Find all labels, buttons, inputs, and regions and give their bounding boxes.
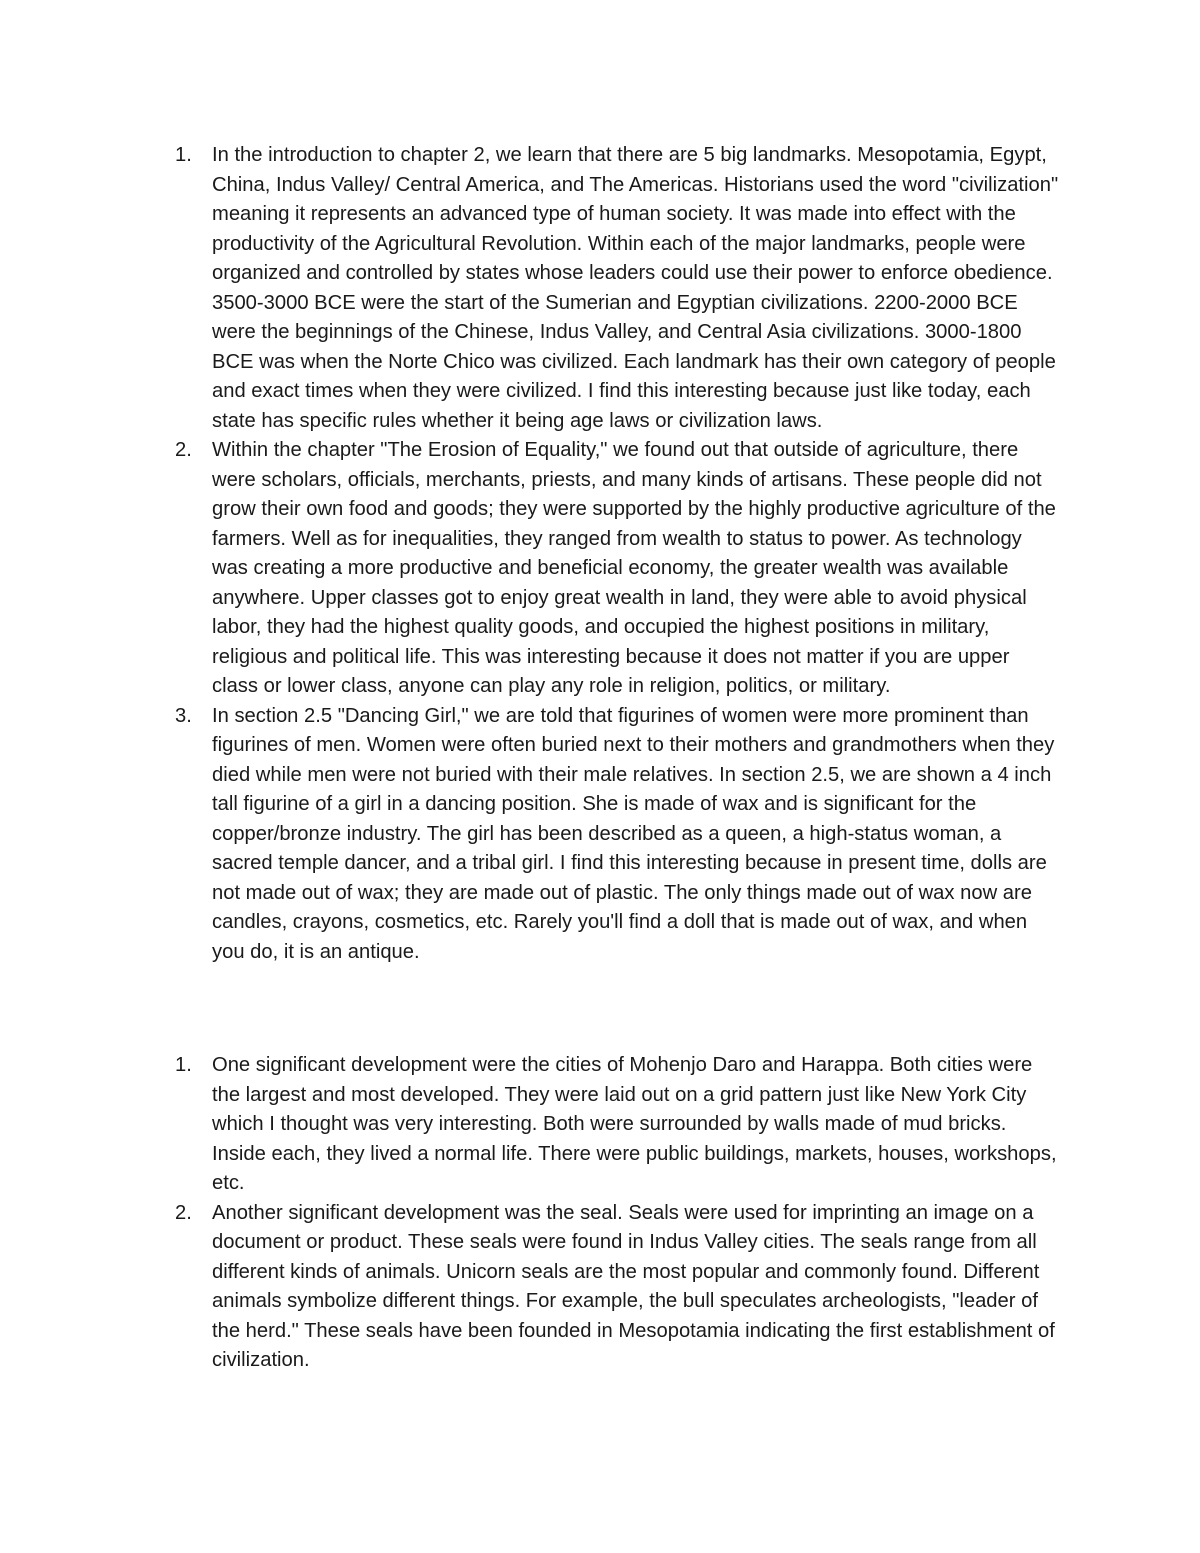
list-item: [160, 436, 1060, 702]
list-item: [160, 141, 1060, 436]
list-number: 2.: [175, 439, 192, 461]
list-item: [160, 1199, 1060, 1376]
list-number: 3.: [175, 704, 192, 727]
list-item-text: Another significant development was the seal. Seals were used for imprinting an image on a document or product. These seals were found in Indus Valley cities. The seals range from all different kinds of animals. Unicorn seals are the most popular and commonly found. Different animals symbolize different things. For example, the bull speculates archeologists, "leader of the herd." These seals have been founded in Mesopotamia indicating the first establishment of civilization.: [212, 1201, 1055, 1371]
list-number: 2.: [175, 1201, 192, 1224]
numbered-list-chapter-notes: [160, 141, 1060, 967]
list-item: [160, 1051, 1060, 1199]
list-item-text: In section 2.5 "Dancing Girl," we are told that figurines of women were more prominent than figurines of men. Women were often buried next to their mothers and grandmothers when they died while men were not buried with their male relatives. In section 2.5, we are shown a 4 inch tall figurine of a girl in a dancing position. She is made of wax and is significant for the copper/bronze industry. The girl has been described as a queen, a high-status woman, a sacred temple dancer, and a tribal girl. I find this interesting because in present time, dolls are not made out of wax; they are made out of plastic. The only things made out of wax now are candles, crayons, cosmetics, etc. Rarely you'll find a doll that is made out of wax, and when you do, it is an antique.: [212, 704, 1055, 963]
list-item: [160, 702, 1060, 968]
list-item-text: Within the chapter "The Erosion of Equality," we found out that outside of agriculture, there were scholars, officials, merchants, priests, and many kinds of artisans. These people did not grow their own food and goods; they were supported by the highly productive agriculture of the farmers. Well as for inequalities, they ranged from wealth to status to power. As technology was creating a more productive and beneficial economy, the greater wealth was available anywhere. Upper classes got to enjoy great wealth in land, they were able to avoid physical labor, they had the highest quality goods, and occupied the highest positions in military, religious and political life. This was interesting because it does not matter if you are upper class or lower class, anyone can play any role in religion, politics, or military.: [212, 439, 1056, 697]
numbered-list-developments: [160, 1051, 1060, 1376]
list-number: 1.: [175, 1054, 192, 1076]
list-item-text: In the introduction to chapter 2, we learn that there are 5 big landmarks. Mesopotamia, Egypt, China, Indus Valley/ Central America, and The Americas. Historians used the word "civilization" meaning it represents an advanced type of human society. It was made into effect with the productivity of the Agricultural Revolution. Within each of the major landmarks, people were organized and controlled by states whose leaders could use their power to enforce obedience. 3500-3000 BCE were the start of the Sumerian and Egyptian civilizations. 2200-2000 BCE were the beginnings of the Chinese, Indus Valley, and Central Asia civilizations. 3000-1800 BCE was when the Norte Chico was civilized. Each landmark has their own category of people and exact times when they were civilized. I find this interesting because just like today, each state has specific rules whether it being age laws or civilization laws.: [212, 144, 1059, 432]
list-number: 1.: [175, 144, 192, 166]
list-item-text: One significant development were the cities of Mohenjo Daro and Harappa. Both cities were the largest and most developed. They were laid out on a grid pattern just like New York City which I thought was very interesting. Both were surrounded by walls made of mud bricks. Inside each, they lived a normal life. There were public buildings, markets, houses, workshops, etc.: [212, 1054, 1057, 1194]
